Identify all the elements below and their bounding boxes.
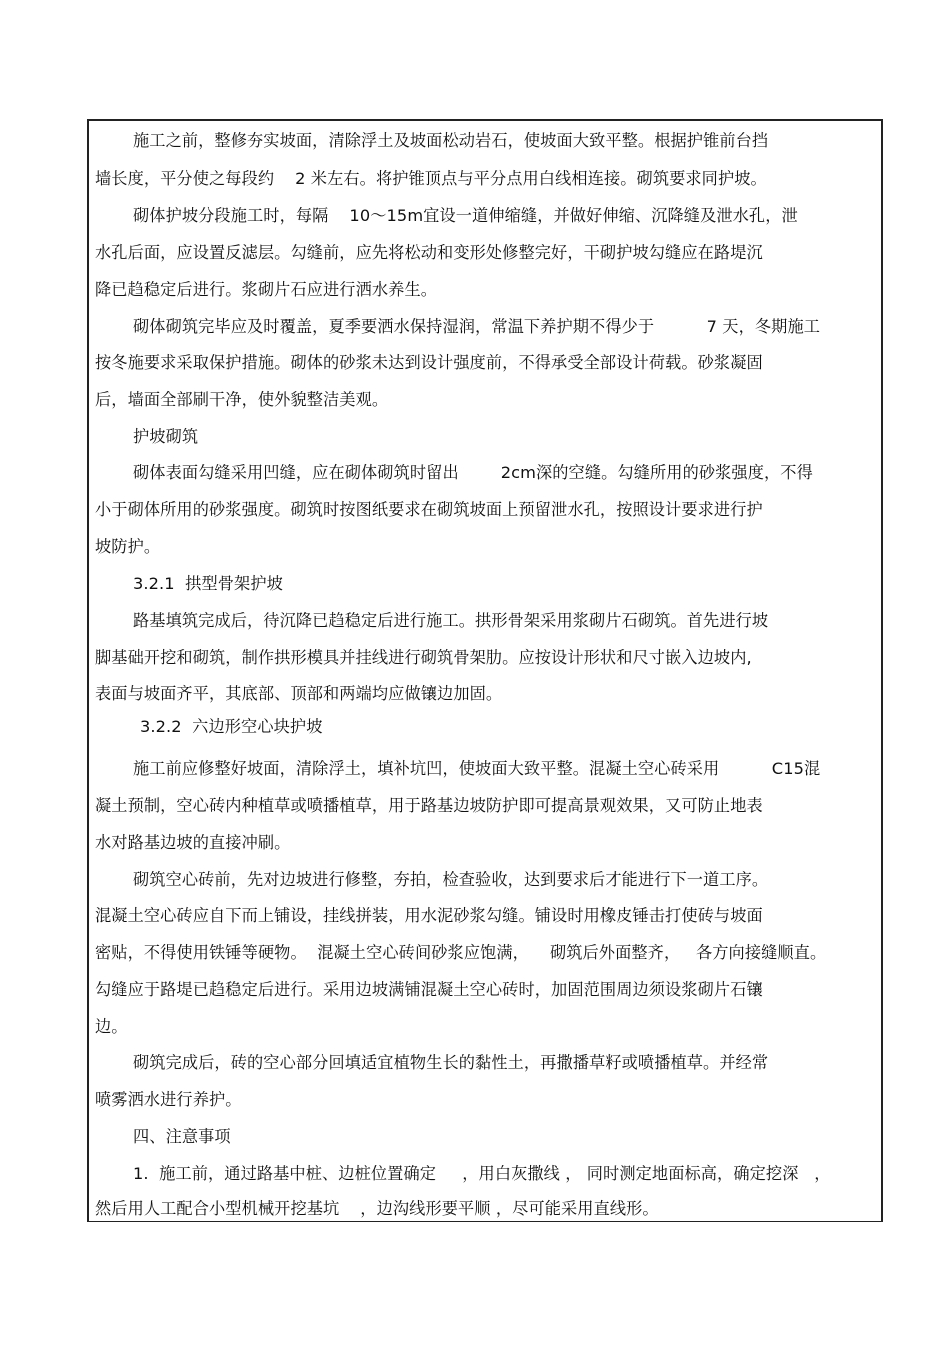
paragraph-line: 后，墙面全部刷干净，使外貌整洁美观。 (95, 390, 389, 409)
paragraph-line: 密贴，不得使用铁锤等硬物。 混凝土空心砖间砂浆应饱满， 砌筑后外面整齐， 各方向接缝顺直。 (95, 943, 827, 962)
paragraph-line: 凝土预制，空心砖内种植草或喷播植草，用于路基边坡防护即可提高景观效果，又可防止地表 (95, 796, 763, 815)
section-heading: 护坡砌筑 (133, 427, 199, 446)
paragraph-line: 施工之前，整修夯实坡面，清除浮土及坡面松动岩石，使坡面大致平整。根据护锥前台挡 (133, 131, 769, 150)
paragraph-line: 1. 施工前，通过路基中桩、边桩位置确定 ，用白灰撒线 ， 同时测定地面标高，确定挖深 ， (133, 1164, 831, 1183)
paragraph-line: 边。 (95, 1017, 128, 1036)
paragraph-line: 勾缝应于路堤已趋稳定后进行。采用边坡满铺混凝土空心砖时，加固范围周边须设浆砌片石镶 (95, 980, 763, 999)
section-heading: 3.2.2 六边形空心块护坡 (140, 717, 323, 736)
paragraph-line: 墙长度，平分使之每段约 2 米左右。将护锥顶点与平分点用白线相连接。砌筑要求同护坡。 (95, 169, 767, 188)
paragraph-line: 降已趋稳定后进行。浆砌片石应进行洒水养生。 (95, 280, 438, 299)
paragraph-line: 混凝土空心砖应自下而上铺设，挂线拼装，用水泥砂浆勾缝。铺设时用橡皮锤击打使砖与坡面 (95, 906, 763, 925)
paragraph-line: 砌筑完成后，砖的空心部分回填适宜植物生长的黏性土，再撒播草籽或喷播植草。并经常 (133, 1053, 769, 1072)
paragraph-line: 路基填筑完成后，待沉降已趋稳定后进行施工。拱形骨架采用浆砌片石砌筑。首先进行坡 (133, 611, 769, 630)
paragraph-line: 砌体砌筑完毕应及时覆盖，夏季要洒水保持湿润，常温下养护期不得少于 7 天，冬期施工 (133, 317, 821, 336)
paragraph-line: 水孔后面，应设置反滤层。勾缝前，应先将松动和变形处修整完好，干砌护坡勾缝应在路堤沉 (95, 243, 763, 262)
paragraph-line: 喷雾洒水进行养护。 (95, 1090, 242, 1109)
paragraph-line: 小于砌体所用的砂浆强度。砌筑时按图纸要求在砌筑坡面上预留泄水孔，按照设计要求进行护 (95, 500, 763, 519)
paragraph-line: 水对路基边坡的直接冲刷。 (95, 833, 291, 852)
paragraph-line: 坡防护。 (95, 537, 161, 556)
paragraph-line: 表面与坡面齐平，其底部、顶部和两端均应做镶边加固。 (95, 684, 503, 703)
paragraph-line: 脚基础开挖和砌筑，制作拱形模具并挂线进行砌筑骨架肋。应按设计形状和尺寸嵌入边坡内, (95, 648, 752, 667)
paragraph-line: 砌筑空心砖前，先对边坡进行修整，夯拍，检查验收，达到要求后才能进行下一道工序。 (133, 870, 769, 889)
section-heading: 四、注意事项 (133, 1127, 231, 1146)
paragraph-line: 砌体护坡分段施工时，每隔 10～15m宜设一道伸缩缝，并做好伸缩、沉降缝及泄水孔，泄 (133, 206, 798, 225)
paragraph-line: 然后用人工配合小型机械开挖基坑 ，边沟线形要平顺 ，尽可能采用直线形。 (95, 1199, 659, 1218)
paragraph-line: 按冬施要求采取保护措施。砌体的砂浆未达到设计强度前，不得承受全部设计荷载。砂浆凝固 (95, 353, 763, 372)
section-heading: 3.2.1 拱型骨架护坡 (133, 574, 283, 593)
paragraph-line: 砌体表面勾缝采用凹缝，应在砌体砌筑时留出 2cm深的空缝。勾缝所用的砂浆强度，不得 (133, 463, 813, 482)
paragraph-line: 施工前应修整好坡面，清除浮土，填补坑凹，使坡面大致平整。混凝土空心砖采用 C15混 (133, 759, 821, 778)
